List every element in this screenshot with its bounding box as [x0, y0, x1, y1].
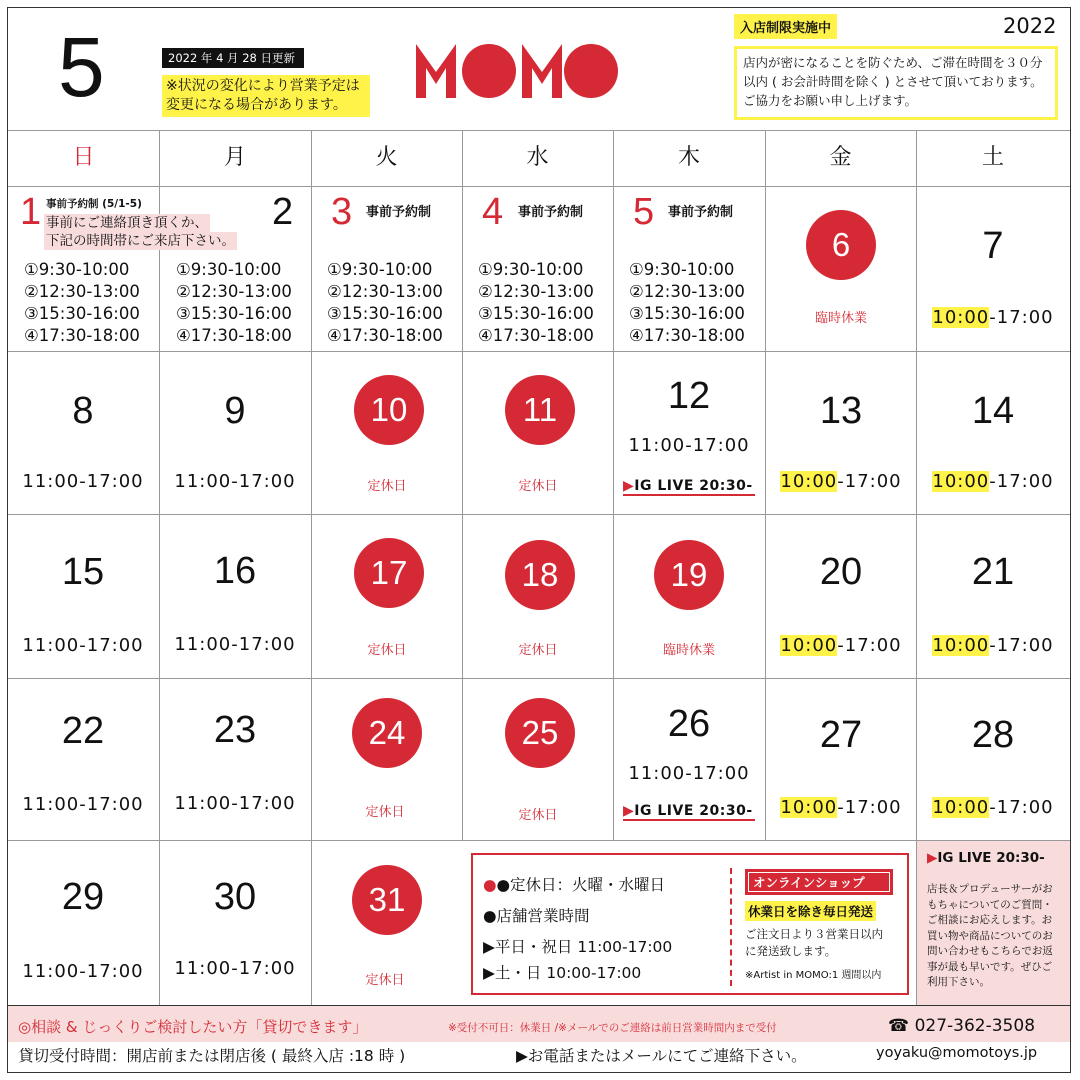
hours-weekend: 10:00-17:00 — [780, 471, 902, 492]
weekday-hours-info: ▶平日・祝日 11:00-17:00 — [483, 938, 673, 956]
closed-day-circle: 31 — [352, 865, 422, 935]
contact-line: 下記の時間帯にご来店下さい。 — [46, 233, 235, 249]
day-30: 30 — [213, 876, 257, 918]
closed-day-circle: 25 — [505, 698, 575, 768]
closed-day-circle: 19 — [654, 540, 724, 610]
closed-day-circle: 6 — [806, 210, 876, 280]
closed-day-circle: 24 — [352, 698, 422, 768]
hours-weekday: 11:00-17:00 — [174, 471, 296, 492]
weekday-fri: 金 — [829, 145, 852, 170]
contact-line: 事前にご連絡頂き頂くか、 — [46, 215, 208, 231]
weekday-sat: 土 — [981, 145, 1004, 170]
logo — [414, 38, 618, 100]
hours-weekend: 10:00-17:00 — [932, 797, 1054, 818]
closed-days-info: ●●定休日：火曜・水曜日 — [483, 876, 666, 894]
month-number: 5 — [58, 20, 105, 114]
phone-number: ☎ 027-362-3508 — [888, 1016, 1036, 1036]
day-22: 22 — [61, 710, 105, 752]
day-14: 14 — [971, 390, 1015, 432]
day-12: 12 — [667, 375, 711, 417]
weekday-mon: 月 — [223, 145, 246, 170]
year: 2022 — [1003, 14, 1057, 38]
change-notice: ※状況の変化により営業予定は変更になる場合があります。 — [162, 75, 370, 117]
regular-closed-label: 定休日 — [365, 973, 405, 988]
artist-note: ※Artist in MOMO:1 週間以内 — [745, 970, 882, 981]
hours-weekday: 11:00-17:00 — [174, 634, 296, 655]
day-2: 2 — [272, 191, 294, 233]
hours-weekend: 10:00-17:00 — [780, 635, 902, 656]
reservation-label: 事前予約制 — [366, 205, 432, 220]
ig-live-label: ▶IG LIVE 20:30- — [623, 803, 755, 821]
hours-weekday: 11:00-17:00 — [628, 763, 750, 784]
slot-list: ①9:30-10:00 ②12:30-13:00 ③15:30-16:00 ④17:30-18:00 — [478, 260, 594, 345]
contact-instruction: ▶お電話またはメールにてご連絡下さい。 — [516, 1047, 807, 1065]
weekday-sun: 日 — [72, 145, 95, 170]
day-20: 20 — [819, 551, 863, 593]
updated-date: 2022 年 4 月 28 日更新 — [162, 48, 304, 68]
day-5: 5 — [633, 191, 655, 233]
hours-weekend: 10:00-17:00 — [780, 797, 902, 818]
restriction-box: 店内が密になることを防ぐため、ご滞在時間を３０分以内 ( お会計時間を除く ) とさせて頂いております。ご協力をお願い申し上げます。 — [734, 46, 1058, 120]
weekend-hours-info: ▶土・日 10:00-17:00 — [483, 964, 642, 982]
hours-weekend: 10:00-17:00 — [932, 635, 1054, 656]
hours-weekend: 10:00-17:00 — [932, 471, 1054, 492]
closed-day-circle: 17 — [354, 538, 424, 608]
reservation-label: 事前予約制 — [518, 205, 584, 220]
grid-line — [8, 186, 1070, 187]
day-26: 26 — [667, 703, 711, 745]
day-15: 15 — [61, 551, 105, 593]
hours-weekday: 11:00-17:00 — [628, 435, 750, 456]
day-9: 9 — [224, 390, 246, 432]
day-23: 23 — [213, 709, 257, 751]
reservation-note: 事前予約制 (5/1-5) — [46, 198, 142, 210]
slot-list: ①9:30-10:00 ②12:30-13:00 ③15:30-16:00 ④17:30-18:00 — [24, 260, 140, 345]
day-16: 16 — [213, 550, 257, 592]
email-link[interactable]: yoyaku@momotoys.jp — [876, 1045, 1038, 1061]
grid-line — [8, 678, 1070, 679]
restriction-tag: 入店制限実施中 — [734, 14, 837, 39]
rental-note: ※受付不可日：休業日 /※メールでのご連絡は前日営業時間内まで受付 — [448, 1022, 777, 1034]
closed-day-circle: 10 — [354, 375, 424, 445]
online-shop-tag: オンラインショップ — [745, 869, 893, 895]
closed-day-circle: 18 — [505, 540, 575, 610]
ig-side-title: ▶IG LIVE 20:30- — [927, 850, 1045, 866]
hours-weekday: 11:00-17:00 — [174, 958, 296, 979]
ig-live-label: ▶IG LIVE 20:30- — [623, 478, 755, 496]
day-27: 27 — [819, 714, 863, 756]
grid-line — [8, 514, 1070, 515]
day-21: 21 — [971, 551, 1015, 593]
ig-side-text: 店長＆プロデューサーがおもちゃについてのご質問・ご相談にお応えします。お買い物や商品についてのお問い合わせもこちらでお返事が最も早いです。ぜひご利用下さい。 — [927, 883, 1053, 988]
hours-weekend: 10:00-17:00 — [932, 307, 1054, 328]
day-7: 7 — [982, 225, 1004, 267]
day-3: 3 — [331, 191, 353, 233]
hours-weekday: 11:00-17:00 — [22, 635, 144, 656]
shipping-note: 休業日を除き毎日発送 — [745, 901, 876, 921]
rental-time: 貸切受付時間：開店前または閉店後 ( 最終入店 :18 時 ) — [18, 1047, 406, 1065]
weekday-thu: 木 — [677, 145, 700, 170]
grid-line — [8, 840, 1070, 841]
hours-weekday: 11:00-17:00 — [174, 793, 296, 814]
temp-closed-label: 臨時休業 — [814, 311, 867, 326]
slot-list: ①9:30-10:00 ②12:30-13:00 ③15:30-16:00 ④17:30-18:00 — [176, 260, 292, 345]
grid-line — [8, 351, 1070, 352]
weekday-tue: 火 — [375, 145, 398, 170]
reservation-label: 事前予約制 — [668, 205, 734, 220]
store-hours-title: ●店舗営業時間 — [483, 907, 590, 925]
shipping-detail: ご注文日より３営業日以内に発送致します。 — [745, 927, 883, 958]
day-1: 1 — [20, 191, 42, 233]
weekday-wed: 水 — [526, 145, 549, 170]
grid-line — [311, 130, 312, 1005]
slot-list: ①9:30-10:00 ②12:30-13:00 ③15:30-16:00 ④17:30-18:00 — [327, 260, 443, 345]
temp-closed-label: 臨時休業 — [662, 643, 715, 658]
day-29: 29 — [61, 876, 105, 918]
hours-weekday: 11:00-17:00 — [22, 961, 144, 982]
closed-day-circle: 11 — [505, 375, 575, 445]
day-13: 13 — [819, 390, 863, 432]
day-4: 4 — [482, 191, 504, 233]
regular-closed-label: 定休日 — [518, 643, 558, 658]
hours-weekday: 11:00-17:00 — [22, 471, 144, 492]
rental-title: ◎相談 & じっくりご検討したい方「貸切できます」 — [18, 1018, 368, 1036]
regular-closed-label: 定休日 — [365, 805, 405, 820]
contact-note — [44, 214, 237, 250]
info-divider — [730, 868, 732, 986]
day-8: 8 — [72, 390, 94, 432]
day-28: 28 — [971, 714, 1015, 756]
regular-closed-label: 定休日 — [518, 808, 558, 823]
slot-list: ①9:30-10:00 ②12:30-13:00 ③15:30-16:00 ④17:30-18:00 — [629, 260, 745, 345]
regular-closed-label: 定休日 — [367, 643, 407, 658]
regular-closed-label: 定休日 — [367, 479, 407, 494]
hours-weekday: 11:00-17:00 — [22, 794, 144, 815]
regular-closed-label: 定休日 — [518, 479, 558, 494]
